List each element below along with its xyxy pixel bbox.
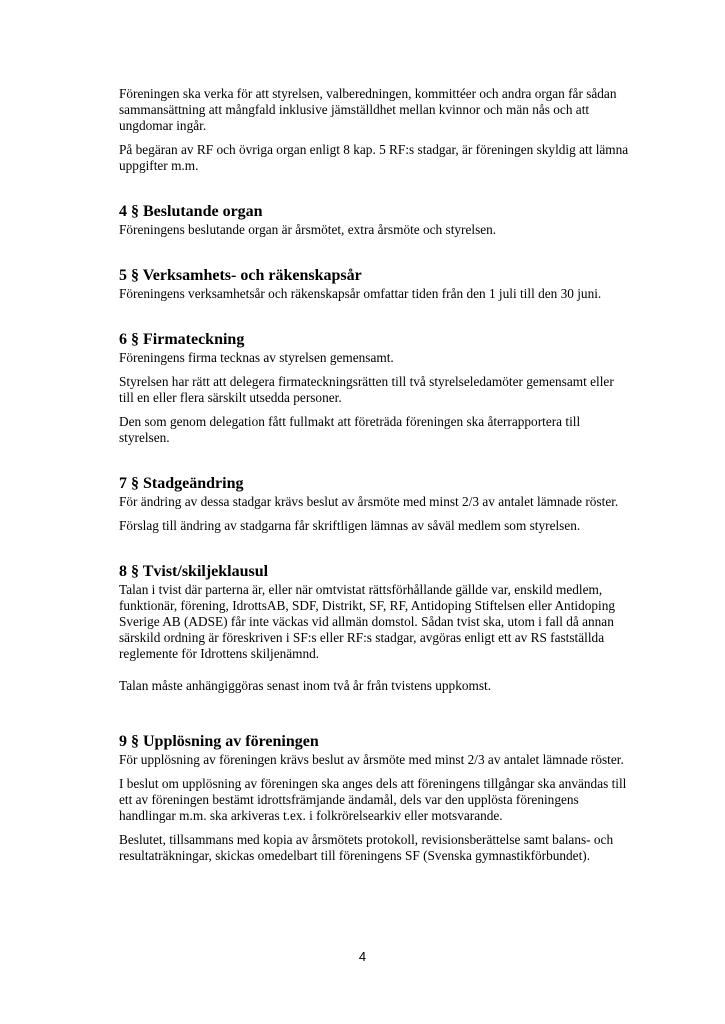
section-heading: 9 § Upplösning av föreningen <box>119 733 319 750</box>
section-heading: 4 § Beslutande organ <box>119 203 263 220</box>
section-heading: 5 § Verksamhets- och räkenskapsår <box>119 267 362 284</box>
intro-paragraph: På begäran av RF och övriga organ enligt 8 kap. 5 RF:s stadgar, är föreningen skyldig att lämna uppgifter m.m. <box>119 142 629 173</box>
intro-section <box>119 86 631 174</box>
section-4 <box>119 202 631 238</box>
section-paragraph: Föreningens beslutande organ är årsmötet, extra årsmöte och styrelsen. <box>119 222 497 237</box>
section-paragraph: Talan måste anhängiggöras senast inom två år från tvistens uppkomst. <box>119 678 492 693</box>
section-paragraph: Styrelsen har rätt att delegera firmateckningsrätten till två styrelseledamöter gemensamt eller till en eller flera särskilt utsedda personer. <box>119 374 614 405</box>
page-number: 4 <box>358 949 367 964</box>
section-paragraph: I beslut om upplösning av föreningen ska anges dels att föreningens tillgångar ska användas till ett av föreningen bestämt idrottsfrämjande ändamål, dels var den upplösta föreningens handlingar m.m. ska arkiveras t.ex. i folkrörelsearkiv eller motsvarande. <box>119 776 627 823</box>
section-paragraph: Föreningens firma tecknas av styrelsen gemensamt. <box>119 350 394 365</box>
section-paragraph: För upplösning av föreningen krävs beslut av årsmöte med minst 2/3 av antalet lämnade röster. <box>119 752 624 767</box>
section-paragraph: Talan i tvist där parterna är, eller när omtvistat rättsförhållande gällde var, enskild medlem, funktionär, förening, IdrottsAB, SDF, Distrikt, SF, RF, Antidoping Stiftelsen eller Antidoping Sverige AB (ADSE) får inte väckas vid allmän domstol. Sådan tvist ska, utom i fall då annan särskild ordning är föreskriven i SF:s eller RF:s stadgar, avgöras enligt ett av RS fastställda reglemente för Idrottens skiljenämnd. <box>119 582 616 661</box>
section-paragraph: Den som genom delegation fått fullmakt att företräda föreningen ska återrapportera till styrelsen. <box>119 414 581 445</box>
section-paragraph: Beslutet, tillsammans med kopia av årsmötets protokoll, revisionsberättelse samt balans- och resultaträkningar, skickas omedelbart till föreningens SF (Svenska gymnastikförbundet). <box>119 832 614 863</box>
section-9 <box>119 732 631 864</box>
intro-paragraph: Föreningen ska verka för att styrelsen, valberedningen, kommittéer och andra organ får sådan sammansättning att mångfald inklusive jämställdhet mellan kvinnor och män nås och att ungdomar ingår. <box>119 86 617 133</box>
section-7 <box>119 474 631 534</box>
section-6 <box>119 330 631 446</box>
section-5 <box>119 266 631 302</box>
section-paragraph: Förslag till ändring av stadgarna får skriftligen lämnas av såväl medlem som styrelsen. <box>119 518 581 533</box>
section-paragraph: Föreningens verksamhetsår och räkenskapsår omfattar tiden från den 1 juli till den 30 juni. <box>119 286 602 301</box>
section-heading: 6 § Firmateckning <box>119 331 245 348</box>
section-paragraph: För ändring av dessa stadgar krävs beslut av årsmöte med minst 2/3 av antalet lämnade röster. <box>119 494 619 509</box>
section-8 <box>119 562 631 694</box>
document-body <box>119 86 631 872</box>
section-heading: 7 § Stadgeändring <box>119 475 244 492</box>
section-heading: 8 § Tvist/skiljeklausul <box>119 563 269 580</box>
